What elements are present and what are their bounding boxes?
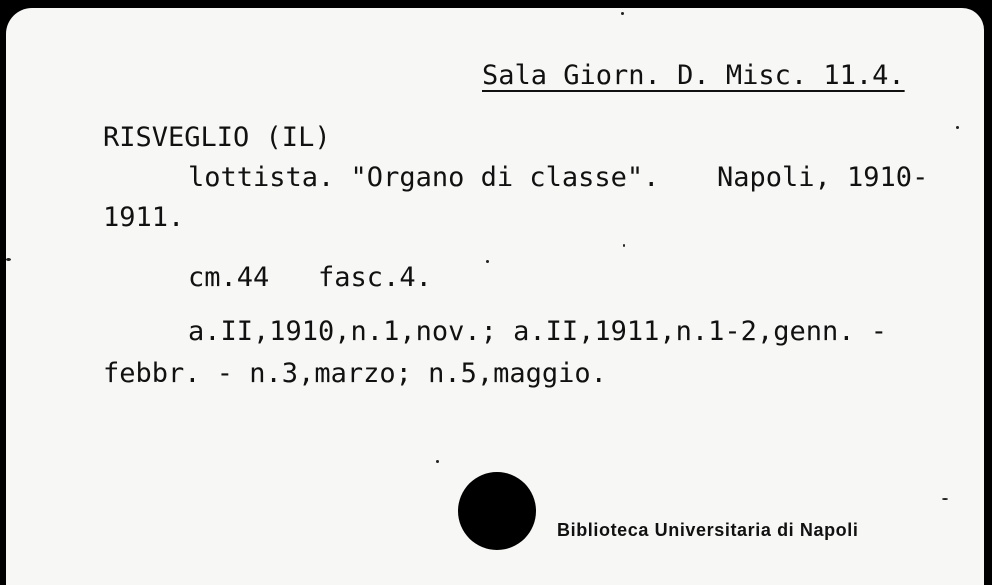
punched-hole [458,472,536,550]
holdings-line-2: febbr. - n.3,marzo; n.5,maggio. [103,358,607,389]
record-title: RISVEGLIO (IL) [103,122,331,153]
scan-speck [6,258,11,261]
publication-place-date: Napoli, 1910- [717,162,929,193]
shelfmark: Sala Giorn. D. Misc. 11.4. [482,60,905,91]
library-stamp: Biblioteca Universitaria di Napoli [557,520,859,540]
scan-speck [623,244,625,247]
scan-speck [942,498,948,500]
record-subtitle: lottista. "Organo di classe". [188,162,660,193]
physical-description: cm.44 fasc.4. [188,262,432,293]
holdings-line-1: a.II,1910,n.1,nov.; a.II,1911,n.1-2,genn. - [188,316,887,347]
scan-speck [486,260,489,263]
publication-date-continued: 1911. [103,202,185,233]
scan-speck [436,460,439,463]
scan-speck [956,126,959,129]
scan-speck [621,12,624,15]
catalog-card [6,8,984,585]
